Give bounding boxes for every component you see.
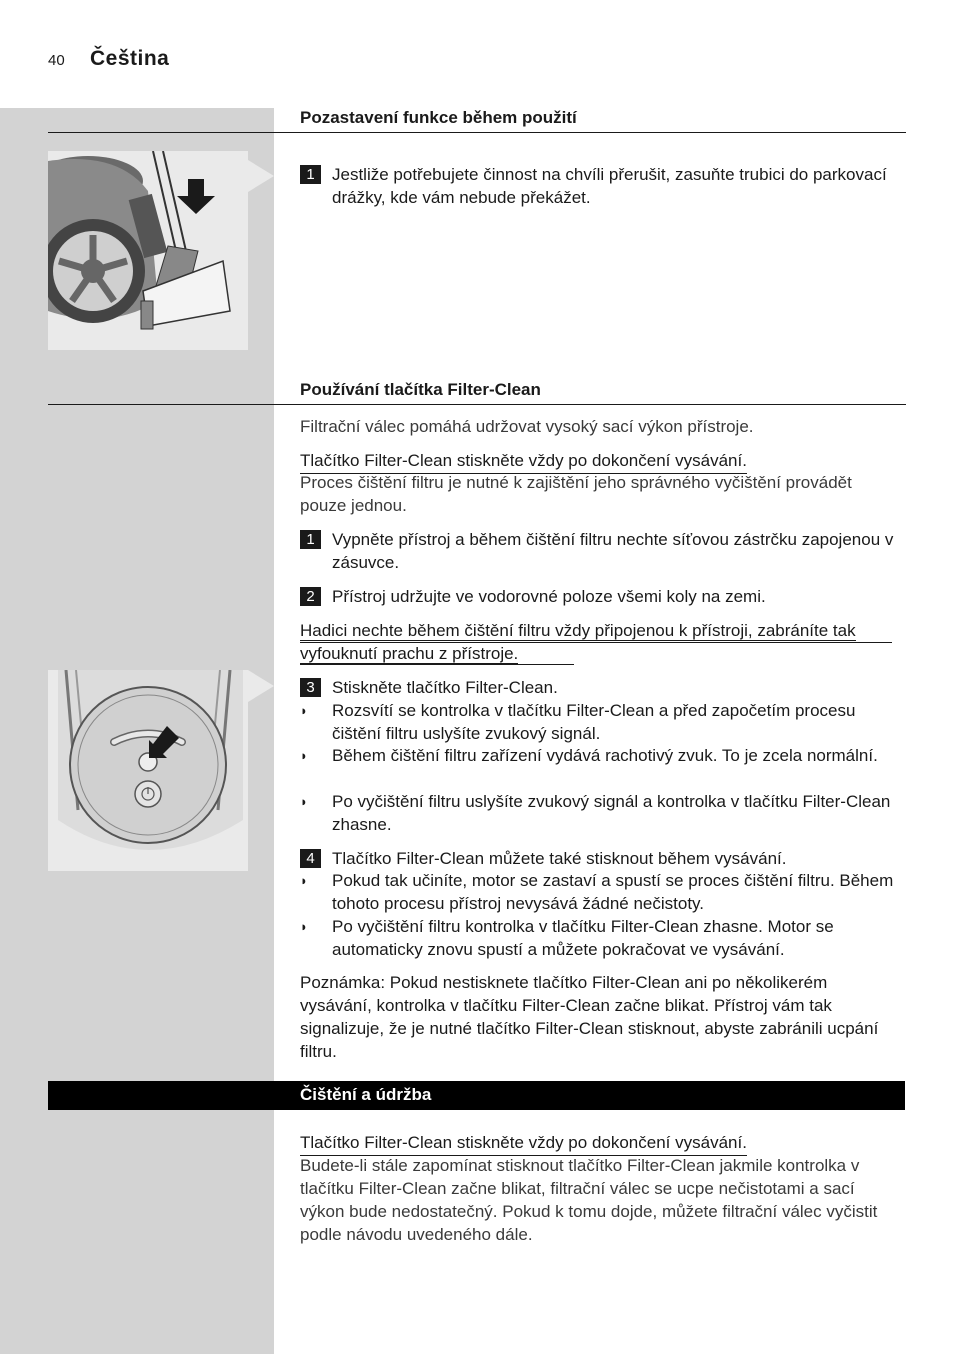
section-title-pause: Pozastavení funkce během použití <box>300 108 577 127</box>
step-number: 3 <box>300 678 321 697</box>
note-text: Poznámka: Pokud nestisknete tlačítko Filter-Clean ani po několikerém vysávání, kontrolka v tlačítku Filter-Clean začne blikat. Přístroj vám tak signalizuje, že je nutné tlačítko Filter-Clean stisknout, abyste zabránili ucpání filtru. <box>300 973 879 1061</box>
step-text: Jestliže potřebujete činnost na chvíli přerušit, zasuňte trubici do parkovací drážky, kde vám nebude překážet. <box>332 165 887 207</box>
filter-clean-button-illustration <box>48 670 248 871</box>
step-text: Tlačítko Filter-Clean můžete také stisknout během vysávání. <box>332 849 787 868</box>
step-2-filter <box>300 585 900 608</box>
emphasis-text: Tlačítko Filter-Clean stiskněte vždy po dokončení vysávání. <box>300 449 747 474</box>
step-number: 4 <box>300 849 321 868</box>
section-rule <box>48 404 906 405</box>
bullet-icon: ◗ <box>300 748 308 763</box>
section-rule <box>48 132 906 133</box>
emphasis-block-3 <box>300 1131 900 1156</box>
step-1-filter <box>300 528 900 574</box>
vacuum-parking-illustration <box>48 151 248 350</box>
illustration-filter-button <box>48 670 248 871</box>
list-item: ◗ Rozsvítí se kontrolka v tlačítku Filter-Clean a před započetím procesu čištění filtru uslyšíte zvukový signál. <box>300 701 856 743</box>
underline-rule <box>300 642 892 643</box>
emphasis-subtext: Proces čištění filtru je nutné k zajištění jeho správného vyčištění provádět pouze jednou. <box>300 473 852 515</box>
emphasis-text: Hadici nechte během čištění filtru vždy připojenou k přístroji, zabráníte tak vyfouknutí prachu z přístroje. <box>300 621 856 663</box>
step-text: Stiskněte tlačítko Filter-Clean. <box>332 678 558 697</box>
section-bar-cleaning <box>48 1081 905 1110</box>
underline-rule <box>300 664 574 665</box>
bullet-icon: ◗ <box>300 873 308 888</box>
step-number: 2 <box>300 587 321 606</box>
list-item: ◗ Během čištění filtru zařízení vydává rachotivý zvuk. To je zcela normální. <box>300 746 878 765</box>
section-title-cleaning: Čištění a údržba <box>300 1085 432 1104</box>
bullet-icon: ◗ <box>300 794 308 809</box>
list-item: ◗ Pokud tak učiníte, motor se zastaví a spustí se proces čištění filtru. Během tohoto procesu přístroj nevysává žádné nečistoty. <box>300 871 894 913</box>
step-3-filter <box>300 676 900 699</box>
intro-text: Filtrační válec pomáhá udržovat vysoký sací výkon přístroje. <box>300 417 754 436</box>
step-number: 1 <box>300 530 321 549</box>
callout-pointer <box>248 160 274 192</box>
step-number: 1 <box>300 165 321 184</box>
bullet-icon: ◗ <box>300 703 308 718</box>
step-text: Přístroj udržujte ve vodorovné poloze všemi koly na zemi. <box>332 587 766 606</box>
step-4-filter <box>300 847 900 870</box>
page-number: 40 <box>48 52 65 69</box>
list-item: ◗ Po vyčištění filtru kontrolka v tlačítku Filter-Clean zhasne. Motor se automaticky znovu spustí a můžete pokračovat ve vysávání. <box>300 917 834 959</box>
callout-pointer <box>248 670 274 702</box>
cleaning-text: Budete-li stále zapomínat stisknout tlačítko Filter-Clean jakmile kontrolka v tlačítku Filter-Clean začne blikat, filtrační válec se ucpe nečistotami a sací výkon bude nedostatečný. Pokud k tomu dojde, můžete filtrační válec vyčistit podle návodu uvedeného dále. <box>300 1156 878 1244</box>
emphasis-text: Tlačítko Filter-Clean stiskněte vždy po dokončení vysávání. <box>300 1131 747 1156</box>
list-item: ◗ Po vyčištění filtru uslyšíte zvukový signál a kontrolka v tlačítku Filter-Clean zhasne. <box>300 792 891 834</box>
step-1-pause <box>300 163 900 209</box>
language-heading: Čeština <box>90 47 170 70</box>
step-text: Vypněte přístroj a během čištění filtru nechte síťovou zástrčku zapojenou v zásuvce. <box>332 530 894 572</box>
bullet-icon: ◗ <box>300 919 308 934</box>
illustration-parking-tube <box>48 151 248 350</box>
section-title-filter-clean: Používání tlačítka Filter-Clean <box>300 380 541 399</box>
